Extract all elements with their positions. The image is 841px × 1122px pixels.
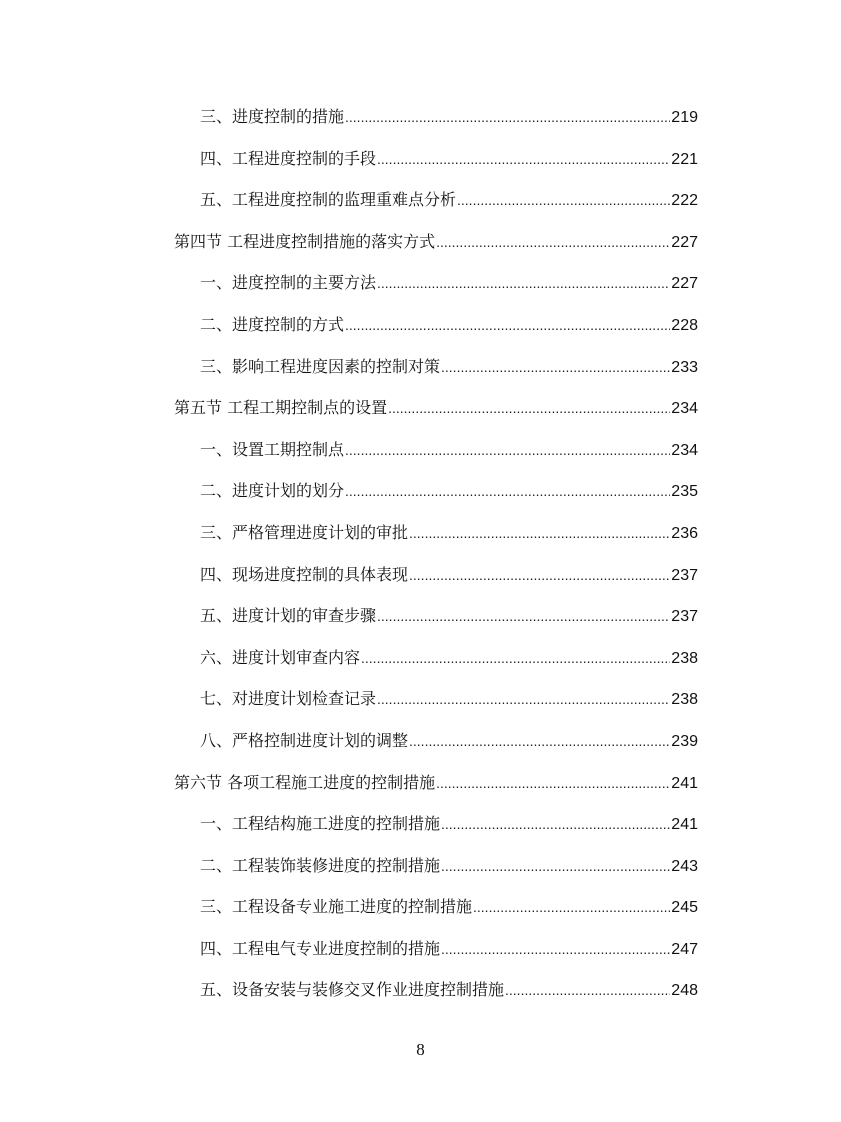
toc-entry-page: 236 — [671, 524, 698, 542]
toc-entry[interactable] — [174, 142, 698, 184]
toc-entry-page: 239 — [671, 732, 698, 750]
toc-section-entry[interactable] — [174, 225, 698, 267]
toc-section-entry[interactable] — [174, 766, 698, 808]
toc-entry-title: 三、严格管理进度计划的审批 — [200, 522, 409, 542]
toc-entry-title: 六、进度计划审查内容 — [200, 647, 361, 667]
toc-dot-leader — [409, 724, 670, 758]
toc-entry-page: 237 — [671, 566, 698, 584]
toc-entry[interactable] — [174, 433, 698, 475]
toc-entry-title: 七、对进度计划检查记录 — [200, 689, 377, 709]
toc-entry-title: 四、现场进度控制的具体表现 — [200, 564, 409, 584]
toc-entry-page: 219 — [671, 109, 698, 126]
toc-dot-leader — [345, 100, 670, 134]
page-number: 8 — [416, 1040, 425, 1059]
toc-entry[interactable] — [174, 474, 698, 516]
toc-entry[interactable] — [174, 973, 698, 1015]
toc-entry-page: 247 — [671, 940, 698, 958]
toc-entry-title: 第六节 各项工程施工进度的控制措施 — [174, 772, 436, 792]
toc-entry[interactable] — [174, 558, 698, 600]
toc-entry-title: 三、进度控制的措施 — [200, 107, 345, 126]
toc-entry-page: 227 — [671, 233, 698, 251]
toc-dot-leader — [409, 558, 670, 592]
toc-section-entry[interactable] — [174, 391, 698, 433]
toc-entry[interactable] — [174, 599, 698, 641]
toc-dot-leader — [457, 183, 670, 217]
toc-entry-page: 238 — [671, 691, 698, 709]
toc-entry-page: 245 — [671, 899, 698, 917]
toc-entry-page: 222 — [671, 192, 698, 210]
toc-entry-page: 234 — [671, 441, 698, 459]
toc-dot-leader — [361, 641, 670, 675]
table-of-contents — [174, 100, 698, 1015]
toc-entry-title: 二、进度计划的划分 — [200, 481, 345, 501]
toc-entry[interactable] — [174, 932, 698, 974]
toc-entry-page: 234 — [671, 400, 698, 418]
toc-entry-page: 241 — [671, 816, 698, 834]
toc-dot-leader — [505, 973, 670, 1007]
toc-entry-title: 三、影响工程进度因素的控制对策 — [200, 356, 441, 376]
toc-entry-page: 248 — [671, 982, 698, 1000]
toc-entry-page: 233 — [671, 358, 698, 376]
toc-dot-leader — [377, 266, 670, 300]
toc-entry-title: 一、设置工期控制点 — [200, 439, 345, 459]
toc-dot-leader — [377, 682, 670, 716]
toc-dot-leader — [441, 350, 670, 384]
toc-dot-leader — [441, 807, 670, 841]
toc-entry-title: 三、工程设备专业施工进度的控制措施 — [200, 897, 473, 917]
toc-dot-leader — [441, 849, 670, 883]
toc-entry-title: 一、工程结构施工进度的控制措施 — [200, 814, 441, 834]
toc-entry-title: 一、进度控制的主要方法 — [200, 273, 377, 293]
toc-entry[interactable] — [174, 682, 698, 724]
toc-entry[interactable] — [174, 350, 698, 392]
toc-dot-leader — [345, 308, 670, 342]
toc-dot-leader — [345, 433, 670, 467]
toc-entry[interactable] — [174, 724, 698, 766]
toc-entry-page: 238 — [671, 649, 698, 667]
toc-dot-leader — [436, 766, 670, 800]
toc-entry-title: 五、设备安装与装修交叉作业进度控制措施 — [200, 980, 505, 1000]
toc-entry-page: 221 — [671, 150, 698, 168]
toc-entry-page: 227 — [671, 275, 698, 293]
toc-entry[interactable] — [174, 849, 698, 891]
toc-entry[interactable] — [174, 641, 698, 683]
toc-entry-page: 243 — [671, 857, 698, 875]
toc-entry-page: 228 — [671, 316, 698, 334]
toc-dot-leader — [377, 142, 670, 176]
toc-dot-leader — [345, 474, 670, 508]
toc-entry[interactable] — [174, 807, 698, 849]
toc-entry-title: 第五节 工程工期控制点的设置 — [174, 398, 388, 418]
toc-dot-leader — [377, 599, 670, 633]
toc-entry-title: 第四节 工程进度控制措施的落实方式 — [174, 231, 436, 251]
toc-entry[interactable] — [174, 100, 698, 142]
toc-dot-leader — [388, 391, 670, 425]
toc-entry-title: 五、工程进度控制的监理重难点分析 — [200, 190, 457, 210]
toc-dot-leader — [473, 890, 670, 924]
toc-entry[interactable] — [174, 308, 698, 350]
toc-entry[interactable] — [174, 890, 698, 932]
toc-entry-title: 二、进度控制的方式 — [200, 314, 345, 334]
toc-entry-title: 四、工程进度控制的手段 — [200, 148, 377, 168]
toc-entry-title: 八、严格控制进度计划的调整 — [200, 730, 409, 750]
toc-entry[interactable] — [174, 266, 698, 308]
toc-dot-leader — [409, 516, 670, 550]
toc-entry-page: 241 — [671, 774, 698, 792]
toc-entry-page: 235 — [671, 483, 698, 501]
toc-entry-title: 五、进度计划的审查步骤 — [200, 606, 377, 626]
toc-entry-title: 四、工程电气专业进度控制的措施 — [200, 938, 441, 958]
toc-dot-leader — [436, 225, 670, 259]
toc-entry[interactable] — [174, 516, 698, 558]
toc-entry[interactable] — [174, 183, 698, 225]
toc-entry-title: 二、工程装饰装修进度的控制措施 — [200, 855, 441, 875]
toc-dot-leader — [441, 932, 670, 966]
toc-entry-page: 237 — [671, 608, 698, 626]
